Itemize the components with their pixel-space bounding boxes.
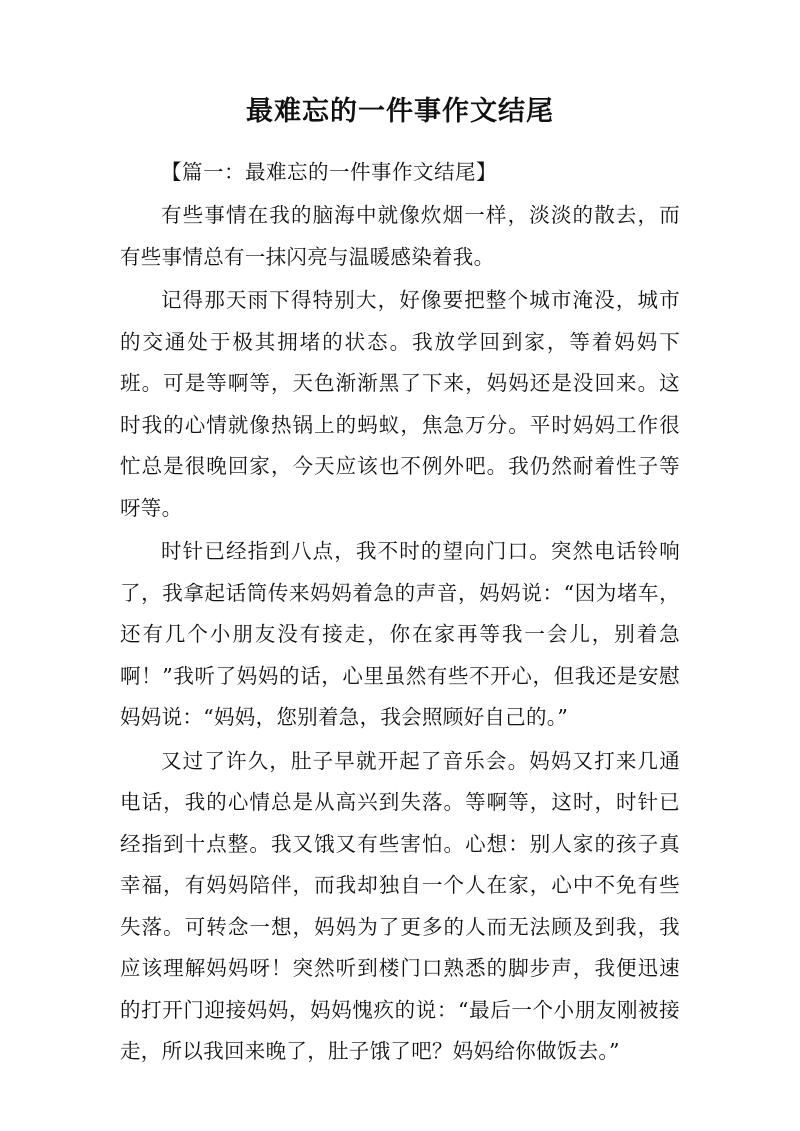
paragraph-3: 时针已经指到八点，我不时的望向门口。突然电话铃响了，我拿起话筒传来妈妈着急的声音，妈妈说：“因为堵车，还有几个小朋友没有接走，你在家再等我一会儿，别着急啊！”我听了妈妈的话，心里虽然有些不开心，但我还是安慰妈妈说：“妈妈，您别着急，我会照顾好自己的。” (120, 539, 680, 729)
paragraph-2: 记得那天雨下得特别大，好像要把整个城市淹没，城市的交通处于极其拥堵的状态。我放学回到家，等着妈妈下班。可是等啊等，天色渐渐黑了下来，妈妈还是没回来。这时我的心情就像热锅上的蚂蚁，焦急万分。平时妈妈工作很忙总是很晚回家，今天应该也不例外吧。我仍然耐着性子等呀等。 (120, 288, 680, 520)
paragraph-1: 有些事情在我的脑海中就像炊烟一样，淡淡的散去，而有些事情总有一抹闪亮与温暖感染着我。 (120, 203, 680, 269)
section-heading: 【篇一：最难忘的一件事作文结尾】 (161, 160, 497, 184)
paragraph-4: 又过了许久，肚子早就开起了音乐会。妈妈又打来几通电话，我的心情总是从高兴到失落。等啊等，这时，时针已经指到十点整。我又饿又有些害怕。心想：别人家的孩子真幸福，有妈妈陪伴，而我却独自一个人在家，心中不免有些失落。可转念一想，妈妈为了更多的人而无法顾及到我，我应该理解妈妈呀！突然听到楼门口熟悉的脚步声，我便迅速的打开门迎接妈妈，妈妈愧疚的说：“最后一个小朋友刚被接走，所以我回来晚了，肚子饿了吧？妈妈给你做饭去。” (120, 748, 680, 1063)
document-title: 最难忘的一件事作文结尾 (246, 96, 554, 127)
